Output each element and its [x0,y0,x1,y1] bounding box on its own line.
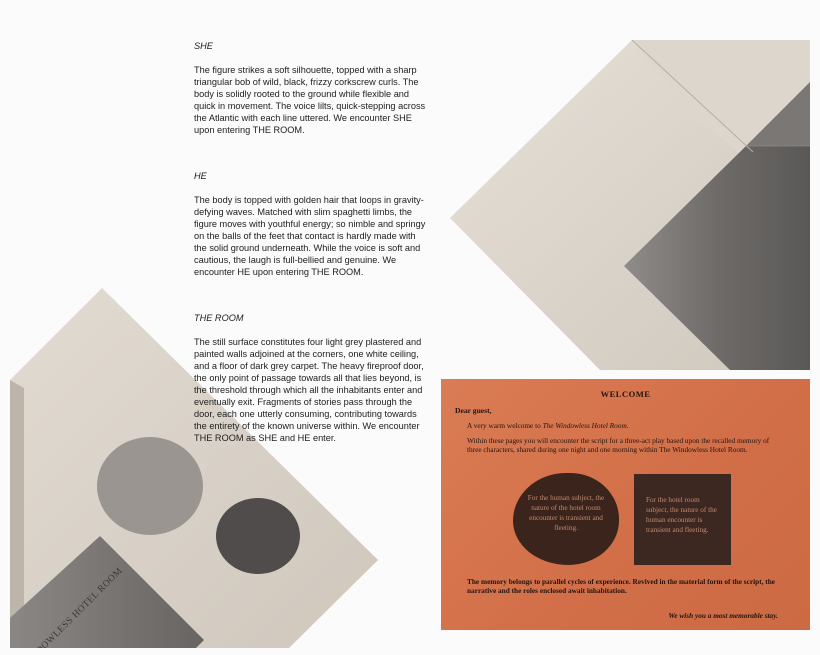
round-shape [513,473,619,565]
character-descriptions [194,40,426,478]
cover-circle-light [97,437,203,535]
cover-circle-dark [216,498,300,574]
character-heading: SHE [194,41,213,51]
round-shape-text: For the human subject, the nature of the hotel room encounter is transient and fleeting. [527,494,605,532]
welcome-title-italic: The Windowless Hotel Room. [542,421,629,430]
character-block-room [194,312,426,444]
character-description: The figure strikes a soft silhouette, topped with a sharp triangular bob of wild, black, frizzy corkscrew curls. The body is solidly rooted to the ground while flexible and quick in movement. The voice lilts, quick-stepping across the Atlantic with each line uttered. We encounter SHE upon entering THE ROOM. [194,65,426,135]
character-heading: HE [194,171,207,181]
character-heading: THE ROOM [194,313,244,323]
letter-memory: The memory belongs to parallel cycles of experience. Revived in the material form of the script, the narrative and the roles enclosed await inhabitation. [467,577,776,595]
welcome-prefix: A very warm welcome to [467,421,543,430]
character-block-he [194,170,426,278]
booklet-spread-photo-top [448,40,810,370]
welcome-letter [441,379,810,630]
booklet-spread-graphic [448,40,810,370]
letter-greeting: Dear guest, [455,406,492,415]
character-block-she [194,40,426,136]
character-description: The still surface constitutes four light grey plastered and painted walls adjoined at the corners, one white ceiling, and a floor of dark grey carpet. The heavy fireproof door, the only point of passage towards all that lies beyond, is the threshold through which all the inhabitants enter and eventually exit. Fragments of stories pass through the door, each one utterly consuming, contributing towards the entirety of the known universe within. We encounter THE ROOM as SHE and HE enter. [194,337,424,443]
square-shape [634,474,731,565]
letter-title: WELCOME [600,389,651,399]
letter-signoff: We wish you a most memorable stay. [668,611,778,620]
letter-intro: Within these pages you will encounter the script for a three-act play based upon the recalled memory of three characters, shared during one night and one morning within The Windowless Hotel Room. [467,436,770,454]
square-shape-text: For the hotel room subject, the nature of the human encounter is transient and fleeting. [646,496,717,534]
character-description: The body is topped with golden hair that loops in gravity-defying waves. Matched with slim spaghetti limbs, the figure moves with youthful energy; so nimble and springy on the balls of the feet that contact is hardly made with the solid ground underneath. While the voice is soft and cautious, the laugh is full-bellied and genuine. We encounter HE upon entering THE ROOM. [194,195,426,277]
letter-welcome-line [467,421,629,430]
